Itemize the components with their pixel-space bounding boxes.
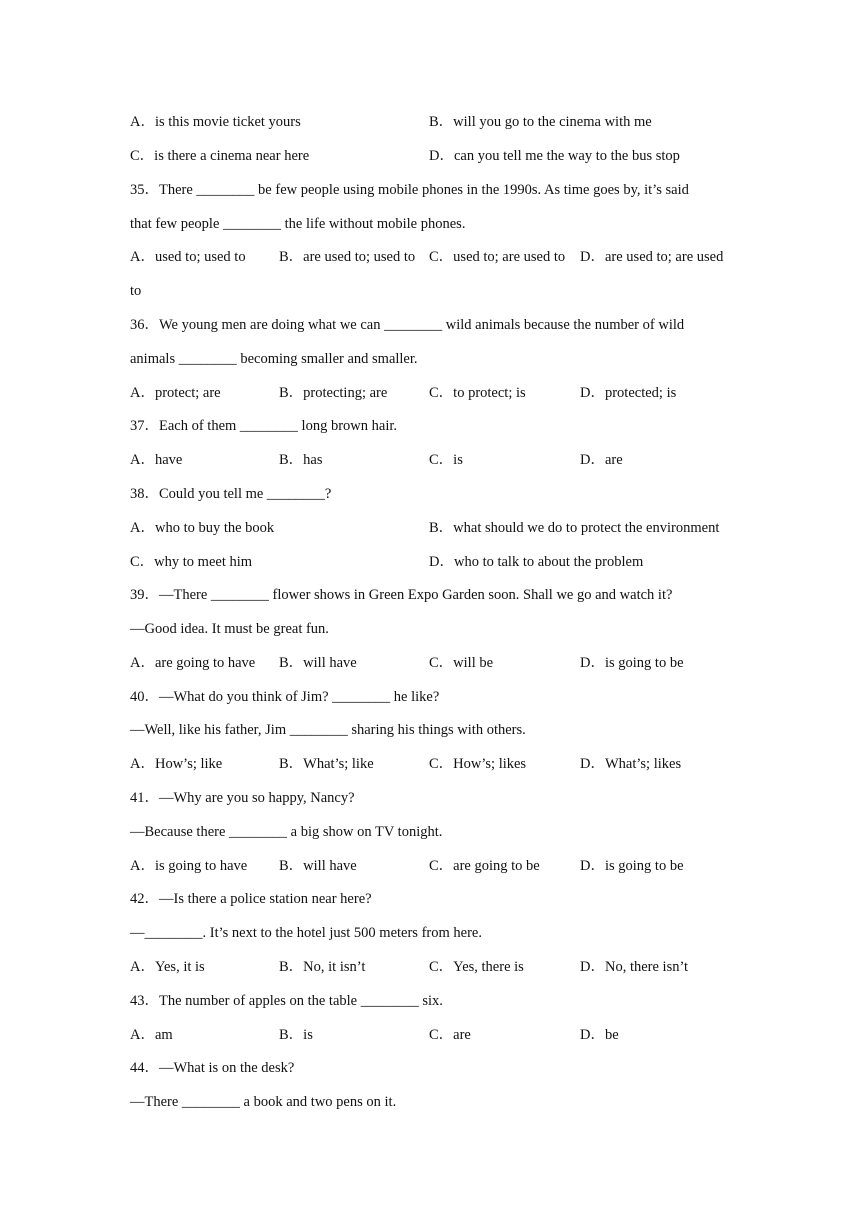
q42-option-b: B．No, it isn’t — [279, 959, 366, 975]
q42-option-a: A．Yes, it is — [130, 959, 205, 975]
q41-stem-line-2: —Because there ________ a big show on TV tonight. — [130, 824, 443, 840]
q41-option-b: B．will have — [279, 858, 357, 874]
q39-stem-line-1: 39．—There ________ flower shows in Green Expo Garden soon. Shall we go and watch it? — [130, 587, 673, 603]
q38-option-c: C．why to meet him — [130, 554, 253, 570]
q42-option-d: D．No, there isn’t — [580, 959, 689, 975]
q39-option-c: C．will be — [429, 655, 494, 671]
q43-option-b: B．is — [279, 1027, 313, 1043]
q35-option-d-wrap: to — [130, 283, 142, 299]
q40-option-a: A．How’s; like — [130, 756, 223, 772]
q43-option-a: A．am — [130, 1027, 173, 1043]
q39-option-b: B．will have — [279, 655, 357, 671]
q40-option-c: C．How’s; likes — [429, 756, 527, 772]
q40-stem-line-1: 40．—What do you think of Jim? ________ he like? — [130, 689, 440, 705]
q37-option-b: B．has — [279, 452, 323, 468]
q35-option-d: D．are used to; are used — [580, 249, 724, 265]
q41-option-d: D．is going to be — [580, 858, 684, 874]
q42-option-c: C．Yes, there is — [429, 959, 524, 975]
q39-option-d: D．is going to be — [580, 655, 684, 671]
q37-option-a: A．have — [130, 452, 183, 468]
q34-option-d: D．can you tell me the way to the bus stop — [429, 148, 680, 164]
q42-stem-line-1: 42．—Is there a police station near here? — [130, 891, 372, 907]
q36-option-c: C．to protect; is — [429, 385, 526, 401]
q41-option-c: C．are going to be — [429, 858, 540, 874]
q39-option-a: A．are going to have — [130, 655, 256, 671]
q36-option-d: D．protected; is — [580, 385, 677, 401]
q42-stem-line-2: —________. It’s next to the hotel just 500 meters from here. — [130, 925, 482, 941]
q37-option-d: D．are — [580, 452, 623, 468]
q34-option-a: A．is this movie ticket yours — [130, 114, 301, 130]
q35-option-b: B．are used to; used to — [279, 249, 416, 265]
q35-stem-line-2: that few people ________ the life without mobile phones. — [130, 216, 466, 232]
q38-option-b: B．what should we do to protect the environment — [429, 520, 720, 536]
q41-stem-line-1: 41．—Why are you so happy, Nancy? — [130, 790, 355, 806]
q40-stem-line-2: —Well, like his father, Jim ________ sharing his things with others. — [130, 722, 526, 738]
q36-stem-line-2: animals ________ becoming smaller and smaller. — [130, 351, 418, 367]
q36-option-a: A．protect; are — [130, 385, 221, 401]
q34-option-c: C．is there a cinema near here — [130, 148, 310, 164]
q40-option-d: D．What’s; likes — [580, 756, 682, 772]
q35-option-a: A．used to; used to — [130, 249, 246, 265]
q36-stem-line-1: 36．We young men are doing what we can ________ wild animals because the number of wild — [130, 317, 685, 333]
q38-option-a: A．who to buy the book — [130, 520, 275, 536]
q41-option-a: A．is going to have — [130, 858, 248, 874]
q35-option-c: C．used to; are used to — [429, 249, 566, 265]
q39-stem-line-2: —Good idea. It must be great fun. — [130, 621, 329, 637]
q37-stem: 37．Each of them ________ long brown hair. — [130, 418, 397, 434]
q38-stem: 38．Could you tell me ________? — [130, 486, 332, 502]
q38-option-d: D．who to talk to about the problem — [429, 554, 644, 570]
q43-option-d: D．be — [580, 1027, 619, 1043]
q44-stem-line-1: 44．—What is on the desk? — [130, 1060, 295, 1076]
q43-stem: 43．The number of apples on the table ________ six. — [130, 993, 443, 1009]
q43-option-c: C．are — [429, 1027, 471, 1043]
q37-option-c: C．is — [429, 452, 463, 468]
q35-stem-line-1: 35．There ________ be few people using mobile phones in the 1990s. As time goes by, it’s said — [130, 182, 689, 198]
q34-option-b: B．will you go to the cinema with me — [429, 114, 652, 130]
q44-stem-line-2: —There ________ a book and two pens on it. — [130, 1094, 397, 1110]
q40-option-b: B．What’s; like — [279, 756, 374, 772]
q36-option-b: B．protecting; are — [279, 385, 388, 401]
